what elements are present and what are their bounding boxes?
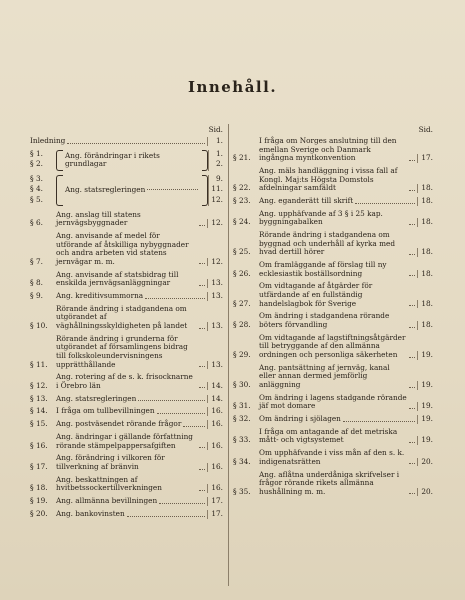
toc-entry <box>233 334 433 360</box>
toc-entry-text: Ang. statsregleringen <box>56 393 137 403</box>
left-brace <box>56 150 63 171</box>
toc-entry <box>233 312 433 329</box>
toc-entry-text: Ang. allmänna bevillningen <box>56 496 158 506</box>
toc-section-number: § 13. <box>30 393 48 403</box>
dot-leader <box>355 203 415 204</box>
toc-entry-intro <box>30 137 223 146</box>
toc-entry-page: 1. <box>207 137 223 146</box>
toc-entry-text: Ang. aflåtna underdåniga skrifvelser i frågor rörande rikets allmänna hushållning m. m. <box>259 469 400 496</box>
dot-leader <box>409 408 415 409</box>
toc-section-number: § 19. <box>30 496 48 506</box>
toc-section-number: § 18. <box>30 483 48 493</box>
toc-section-number: § 22. <box>233 183 251 193</box>
toc-section-number: § 15. <box>30 419 48 429</box>
toc-entry-text: Ang. upphäfvande af 3 § i 25 kap. byggningabalken <box>259 208 383 227</box>
left-brace <box>56 175 63 206</box>
dot-leader <box>199 366 205 367</box>
toc-section-number: § 2. <box>30 159 43 169</box>
toc-entry-page: 14. <box>207 395 223 404</box>
toc-entry <box>233 197 433 206</box>
toc-entry <box>30 454 223 471</box>
toc-entry-page: 13. <box>207 361 223 370</box>
dot-leader <box>409 254 415 255</box>
toc-section-number: § 23. <box>233 195 251 205</box>
toc-entry-text: Ang. anvisande af statsbidrag till enskilda jernvägsanläggningar <box>56 269 179 288</box>
toc-section-number: § 11. <box>30 359 48 369</box>
toc-entry-text: Ang. förändring i vilkoren för tillverkning af bränvin <box>56 453 165 471</box>
toc-group-text: Ang. statsregleringen <box>65 185 146 195</box>
toc-entry-page: 2. <box>216 159 223 169</box>
toc-section-number: § 24. <box>233 217 251 227</box>
toc-right-column <box>233 126 433 501</box>
toc-entry <box>30 510 223 519</box>
dot-leader <box>199 447 205 448</box>
toc-entry-text: Ang. eganderätt till skrift <box>259 195 354 205</box>
toc-section-number: § 26. <box>233 268 251 278</box>
dot-leader <box>67 143 205 144</box>
toc-section-number: § 9. <box>30 290 43 300</box>
dot-leader <box>183 426 205 427</box>
dot-leader <box>409 327 415 328</box>
toc-entry <box>233 282 433 308</box>
toc-entry-page: 18. <box>417 184 433 193</box>
dot-leader <box>159 503 205 504</box>
toc-entry-page: 16. <box>207 442 223 451</box>
toc-entry <box>30 335 223 369</box>
page-title: Innehåll. <box>187 78 278 96</box>
toc-entry <box>30 232 223 266</box>
toc-entry-page: 19. <box>417 436 433 445</box>
toc-entry-page: 16. <box>207 420 223 429</box>
toc-entry-page: 13. <box>207 279 223 288</box>
toc-entry-text: Ang. ändringar i gällande författning rörande stämpelpappersafgiften <box>56 432 193 450</box>
toc-entry <box>30 497 223 506</box>
dot-leader <box>199 469 205 470</box>
toc-section-number: § 16. <box>30 440 48 450</box>
dot-leader <box>199 225 205 226</box>
toc-section-number: § 20. <box>30 508 48 518</box>
toc-entry-text: Om vidtagande af åtgärder för utfärdande af en fullständig handelslagbok för Sverige <box>259 281 373 308</box>
toc-entry-page: 19. <box>417 402 433 411</box>
toc-section-number: § 6. <box>30 218 43 228</box>
toc-entry-text: I fråga om tullbevillningen <box>56 406 155 416</box>
toc-entry <box>233 261 433 278</box>
toc-section-number: § 35. <box>233 486 251 496</box>
toc-entry <box>30 407 223 416</box>
toc-entry-text: Om ändring i lagens stadgande rörande jäf mot domare <box>259 392 407 411</box>
toc-entry-page: 19. <box>417 351 433 360</box>
dot-leader <box>145 298 205 299</box>
toc-entry-text: Om ändring i stadgandena rörande böters förvandling <box>259 311 390 329</box>
dot-leader <box>127 516 205 517</box>
toc-entry-page: 13. <box>207 292 223 301</box>
toc-entry-text: Om upphäfvande i viss mån af den s. k. indigenatsrätten <box>259 448 405 466</box>
toc-section-number: § 29. <box>233 349 251 359</box>
toc-section-number: § 33. <box>233 435 251 445</box>
dot-leader <box>147 189 198 190</box>
toc-entry-page: 17. <box>207 497 223 506</box>
toc-entry <box>233 167 433 193</box>
toc-section-number: § 4. <box>30 184 43 194</box>
sid-header-left: Sid. <box>208 125 223 134</box>
dot-leader <box>409 224 415 225</box>
toc-entry-text: Inledning <box>30 136 66 145</box>
toc-entry-text: Rörande ändring i stadgandena om byggnad och underhåll af kyrka med hvad dertill hörer <box>259 230 395 257</box>
toc-section-number: § 1. <box>30 148 43 158</box>
toc-entry-page: 17. <box>207 510 223 519</box>
toc-section-number: § 3. <box>30 173 43 183</box>
dot-leader <box>199 490 205 491</box>
toc-entry-page: 20. <box>417 458 433 467</box>
dot-leader <box>138 400 205 401</box>
toc-left-column <box>30 126 223 523</box>
toc-section-number: § 34. <box>233 456 251 466</box>
toc-entry-page: 20. <box>417 488 433 497</box>
toc-section-number: § 7. <box>30 256 43 266</box>
dot-leader <box>199 285 205 286</box>
toc-entry-page: 12. <box>207 219 223 228</box>
dot-leader <box>409 190 415 191</box>
toc-entry-page: 19. <box>417 415 433 424</box>
dot-leader <box>199 263 205 264</box>
toc-entry-text: Ang. anvisande af medel för utförande af åtskilliga nybyggnader och andra arbeten vid statens jernvägar m. m. <box>56 231 189 266</box>
dot-leader <box>409 387 415 388</box>
toc-entry-page: 16. <box>207 484 223 493</box>
toc-entry <box>233 471 433 497</box>
toc-entry-text: Ang. postväsendet rörande frågor <box>56 419 182 429</box>
toc-entry-page: 18. <box>417 218 433 227</box>
toc-entry-text: Om ändring i sjölagen <box>259 414 341 424</box>
toc-entry <box>233 394 433 411</box>
toc-entry <box>30 292 223 301</box>
toc-entry-text: Ang. rotering af de s. k. frisocknarne i Örebro län <box>56 372 193 390</box>
toc-entry <box>30 433 223 450</box>
toc-entry-text: Ang. anslag till statens jernvägsbyggnader <box>56 209 141 228</box>
toc-entry <box>233 428 433 445</box>
toc-entry <box>233 364 433 390</box>
toc-entry-text: Ang. bankovinsten <box>56 508 125 518</box>
toc-entry-page: 1. <box>216 148 223 158</box>
toc-entry-text: Rörande ändring i stadgandena om utgörandet af väghållningsskyldigheten på landet <box>56 303 188 330</box>
toc-entry-text: I fråga om antagande af det metriska mått- och vigtsystemet <box>259 426 398 445</box>
toc-entry-text: Om vidtagande af lagstiftningsåtgärder till betryggande af den allmänna ordningen och personliga säkerheten <box>259 332 406 359</box>
toc-entry-text: Ang. kreditivsummorna <box>56 290 144 300</box>
toc-entry <box>30 305 223 331</box>
toc-section-number: § 32. <box>233 414 251 424</box>
toc-entry-page: 18. <box>417 197 433 206</box>
toc-section-number: § 21. <box>233 153 251 163</box>
toc-entry <box>30 271 223 288</box>
toc-entry-text: Om framläggande af förslag till ny ecklesiastik boställsordning <box>259 260 387 278</box>
toc-section-number: § 31. <box>233 401 251 411</box>
toc-entry-text: Rörande ändring i grunderna för utgörandet af församlingens bidrag till folkskoleundervisningens upprätthållande <box>56 333 188 369</box>
toc-entry <box>30 211 223 228</box>
toc-group-grundlagar <box>30 150 223 171</box>
dot-leader <box>199 328 205 329</box>
toc-entry-text: I fråga om Norges anslutning till den emellan Sverige och Danmark ingångna myntkonvention <box>259 136 397 163</box>
toc-entry-page: 16. <box>207 407 223 416</box>
toc-entry <box>30 395 223 404</box>
toc-entry-page: 12. <box>211 194 223 204</box>
dot-leader <box>343 421 415 422</box>
toc-entry-text: Ang. pantsättning af jernväg, kanal eller annan dermed jemförlig anläggning <box>259 362 390 389</box>
dot-leader <box>409 463 415 464</box>
dot-leader <box>409 493 415 494</box>
toc-group-statsregleringen <box>30 175 223 207</box>
toc-entry-page: 18. <box>417 321 433 330</box>
toc-entry-page: 19. <box>417 381 433 390</box>
toc-entry-page: 12. <box>207 258 223 267</box>
toc-entry <box>233 231 433 257</box>
dot-leader <box>409 275 415 276</box>
toc-section-number: § 27. <box>233 298 251 308</box>
toc-section-number: § 30. <box>233 379 251 389</box>
toc-entry-text: Ang. beskattningen af hvitbetssockertillverkningen <box>56 474 162 493</box>
toc-entry-page: 18. <box>417 300 433 309</box>
toc-entry <box>233 137 433 163</box>
toc-section-number: § 8. <box>30 278 43 288</box>
dot-leader <box>409 357 415 358</box>
toc-group-text: Ang. förändringar i rikets grundlagar <box>65 150 160 169</box>
dot-leader <box>199 387 205 388</box>
toc-entry-page: 18. <box>417 248 433 257</box>
toc-entry-text: Ang. mäls handläggning i vissa fall af Kongl. Maj:ts Högsta Domstols afdelningar samfäldt <box>259 165 398 193</box>
toc-entry-page: 16. <box>207 463 223 472</box>
toc-entry <box>30 476 223 493</box>
dot-leader <box>409 160 415 161</box>
dot-leader <box>157 413 205 414</box>
toc-entry <box>233 449 433 466</box>
toc-entry <box>30 373 223 390</box>
toc-entry-page: 14. <box>207 382 223 391</box>
toc-section-number: § 25. <box>233 247 251 257</box>
toc-section-number: § 12. <box>30 380 48 390</box>
toc-entry <box>233 210 433 227</box>
toc-entry-page: 18. <box>417 270 433 279</box>
toc-entry-page: 11. <box>211 184 223 194</box>
toc-section-number: § 17. <box>30 461 48 471</box>
toc-section-number: § 5. <box>30 194 43 204</box>
toc-entry-page: 17. <box>417 154 433 163</box>
toc-section-number: § 28. <box>233 320 251 329</box>
toc-section-number: § 14. <box>30 406 48 416</box>
toc-entry-page: 13. <box>207 322 223 331</box>
toc-entry-page: 9. <box>216 173 223 183</box>
dot-leader <box>409 442 415 443</box>
dot-leader <box>409 305 415 306</box>
toc-entry <box>30 420 223 429</box>
sid-header-right: Sid. <box>418 125 433 134</box>
toc-section-number: § 10. <box>30 320 48 330</box>
column-divider <box>228 124 229 586</box>
toc-entry <box>233 415 433 424</box>
